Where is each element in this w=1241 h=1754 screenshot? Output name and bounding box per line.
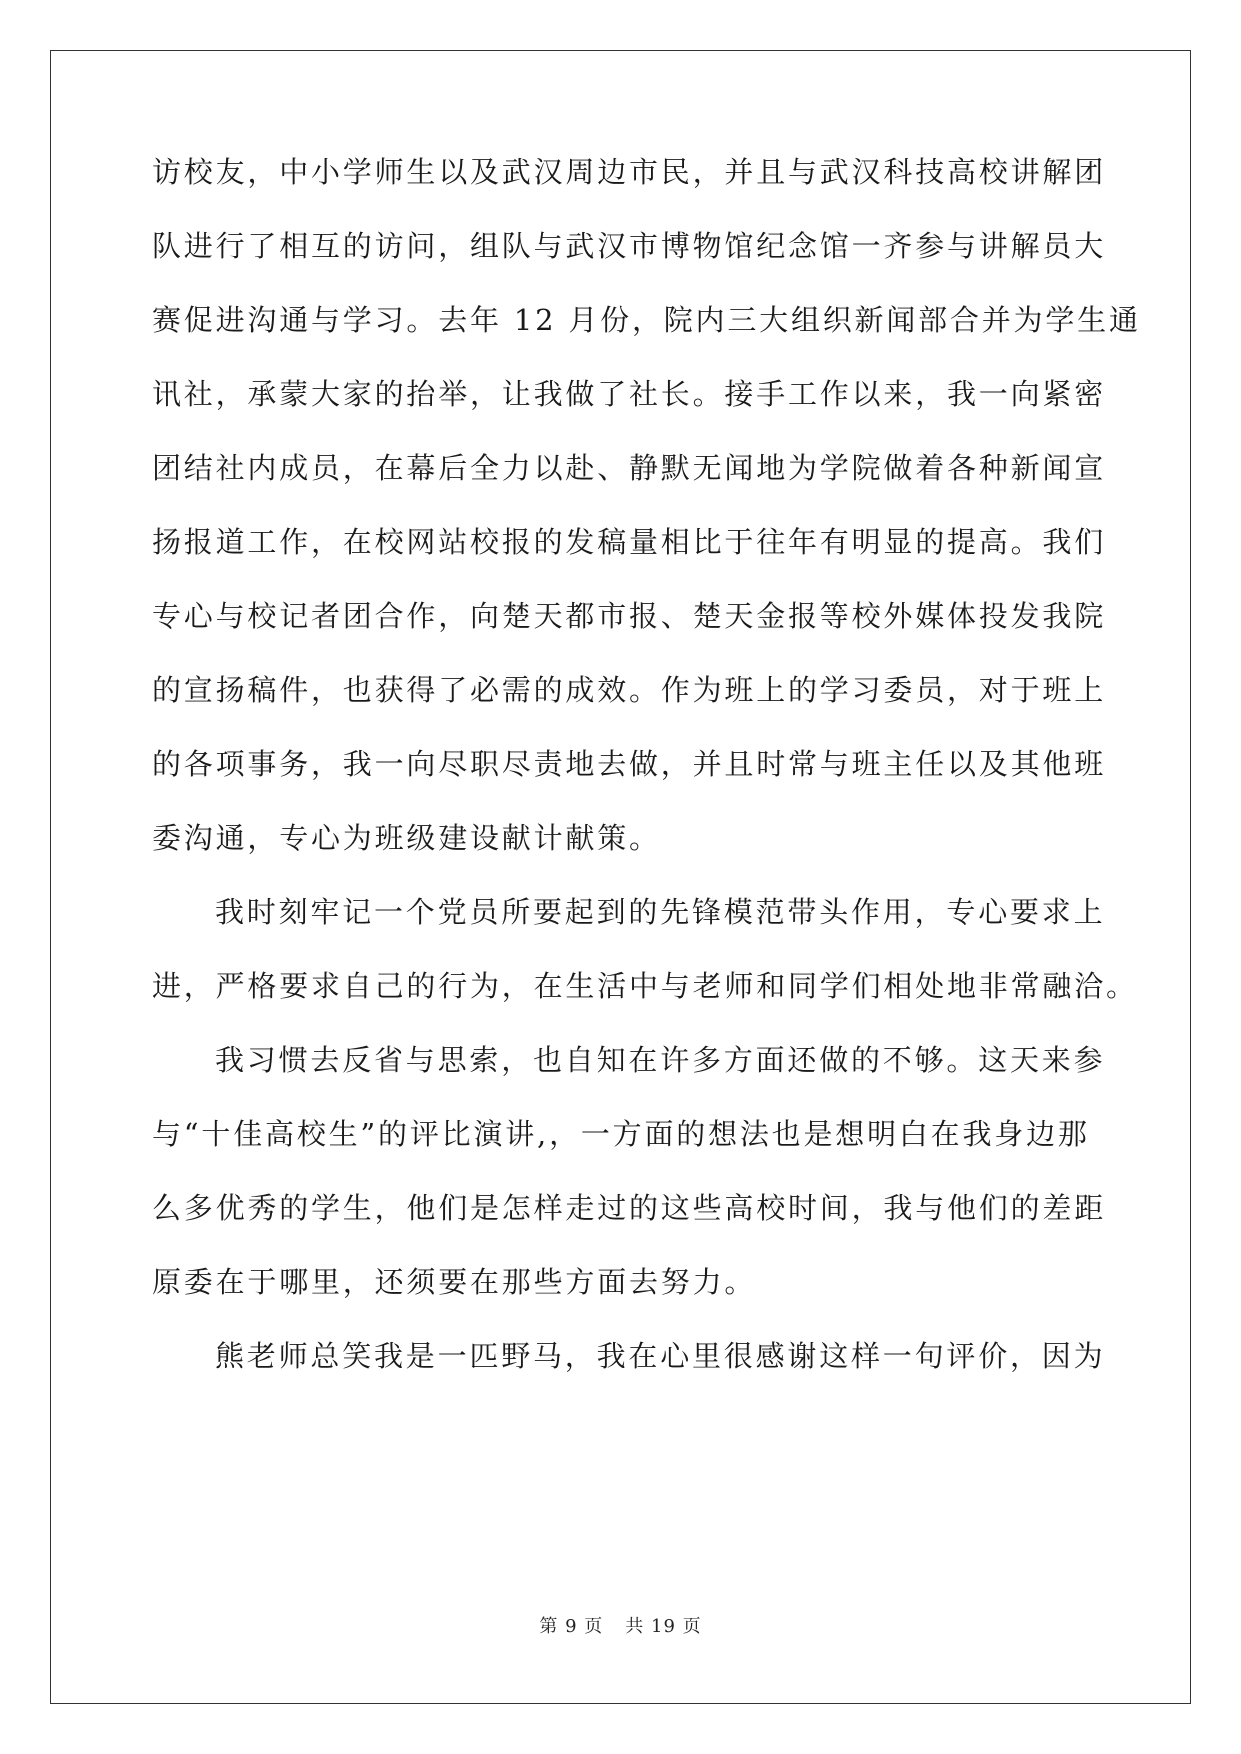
text-line-2: 队进行了相互的访问，组队与武汉市博物馆纪念馆一齐参与讲解员大 [152,229,1107,263]
text-line-13: 我习惯去反省与思索，也自知在许多方面还做的不够。这天来参 [215,1043,1106,1077]
text-line-17: 熊老师总笑我是一匹野马，我在心里很感谢这样一句评价，因为 [215,1339,1106,1373]
text-line-7: 专心与校记者团合作，向楚天都市报、楚天金报等校外媒体投发我院 [152,599,1107,633]
text-line-6: 扬报道工作，在校网站校报的发稿量相比于往年有明显的提高。我们 [152,525,1107,559]
text-line-1: 访校友，中小学师生以及武汉周边市民，并且与武汉科技高校讲解团 [152,155,1107,189]
text-line-12: 进，严格要求自己的行为，在生活中与老师和同学们相处地非常融洽。 [152,969,1138,1003]
page-footer [0,1612,1241,1638]
text-line-4: 讯社，承蒙大家的抬举，让我做了社长。接手工作以来，我一向紧密 [152,377,1107,411]
text-line-5: 团结社内成员，在幕后全力以赴、静默无闻地为学院做着各种新闻宣 [152,451,1107,485]
text-line-15: 么多优秀的学生，他们是怎样走过的这些高校时间，我与他们的差距 [152,1191,1107,1225]
page-border [50,50,1191,1704]
page-number: 第 9 页 [539,1616,604,1637]
text-line-9: 的各项事务，我一向尽职尽责地去做，并且时常与班主任以及其他班 [152,747,1107,781]
text-line-3: 赛促进沟通与学习。去年 12 月份，院内三大组织新闻部合并为学生通 [152,303,1141,337]
text-line-14: 与“十佳高校生”的评比演讲,，一方面的想法也是想明白在我身边那 [152,1117,1090,1151]
text-line-8: 的宣扬稿件，也获得了必需的成效。作为班上的学习委员，对于班上 [152,673,1107,707]
text-line-10: 委沟通，专心为班级建设献计献策。 [152,821,661,855]
page-total: 共 19 页 [625,1616,702,1637]
text-line-11: 我时刻牢记一个党员所要起到的先锋模范带头作用，专心要求上 [215,895,1106,929]
text-line-16: 原委在于哪里，还须要在那些方面去努力。 [152,1265,757,1299]
